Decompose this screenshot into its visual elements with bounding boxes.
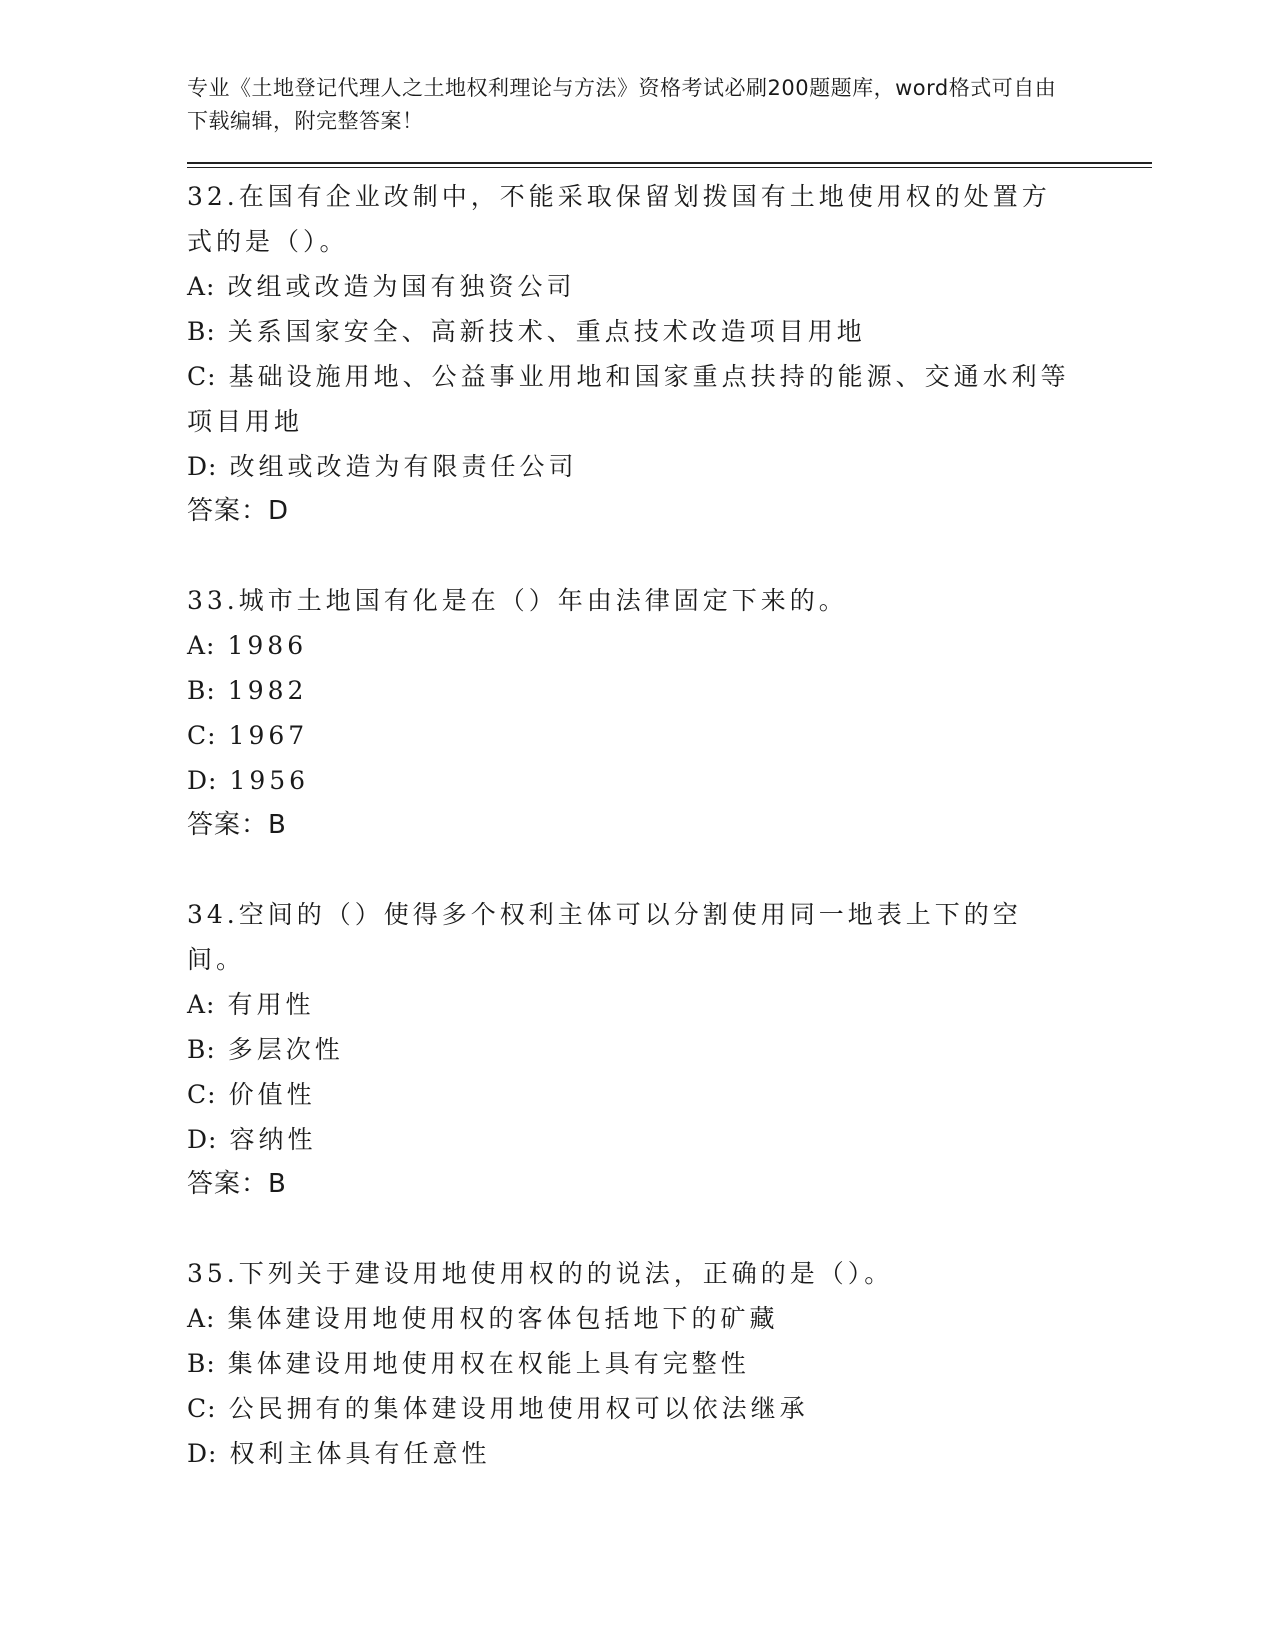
option-text: 价值性 (228, 1080, 316, 1109)
option-key: D: (187, 766, 218, 795)
answer-option (187, 309, 1072, 354)
answer-value: B (268, 1169, 287, 1199)
answer-option (187, 444, 1072, 489)
answer-option (187, 1027, 1072, 1072)
option-text: 1956 (229, 766, 310, 795)
answer-option (187, 623, 1072, 668)
option-text: 1986 (227, 631, 308, 660)
option-text: 集体建设用地使用权的客体包括地下的矿藏 (227, 1304, 779, 1333)
answer-label: 答案： (187, 810, 269, 840)
question-stem: 35.下列关于建设用地使用权的的说法，正确的是（）。 (187, 1259, 894, 1288)
answer-label: 答案： (187, 1169, 269, 1199)
answer-option (187, 758, 1072, 803)
option-text: 基础设施用地、公益事业用地和国家重点扶持的能源、交通水利等项目用地 (187, 362, 1070, 436)
answer-label: 答案： (187, 496, 269, 526)
answer-option (187, 982, 1072, 1027)
option-key: B: (187, 317, 216, 346)
option-key: C: (187, 721, 217, 750)
answer-line (187, 1162, 1152, 1207)
answer-line (187, 803, 1152, 848)
option-text: 1982 (227, 676, 308, 705)
option-key: A: (187, 990, 216, 1019)
question-stem: 33.城市土地国有化是在（）年由法律固定下来的。 (187, 586, 848, 615)
document-header: 专业《土地登记代理人之土地权利理论与方法》资格考试必刷200题题库，word格式可自由下载编辑，附完整答案！ (187, 76, 1057, 133)
option-key: A: (187, 272, 216, 301)
answer-option (187, 668, 1072, 713)
option-key: D: (187, 452, 218, 481)
rule-line-thick (187, 162, 1152, 164)
option-key: A: (187, 1304, 216, 1333)
option-key: B: (187, 1349, 216, 1378)
answer-line (187, 489, 1152, 534)
option-text: 1967 (228, 721, 309, 750)
answer-option (187, 1072, 1072, 1117)
question-stem: 34.空间的（）使得多个权利主体可以分割使用同一地表上下的空间。 (187, 900, 1022, 974)
option-text: 多层次性 (227, 1035, 344, 1064)
question-item (187, 1251, 1152, 1476)
option-text: 公民拥有的集体建设用地使用权可以依法继承 (228, 1394, 809, 1423)
answer-option (187, 713, 1072, 758)
header-double-rule (187, 162, 1152, 168)
option-key: B: (187, 1035, 216, 1064)
option-key: C: (187, 362, 217, 391)
document-page (187, 72, 1152, 1520)
option-key: D: (187, 1125, 218, 1154)
option-text: 集体建设用地使用权在权能上具有完整性 (227, 1349, 750, 1378)
answer-option (187, 1117, 1072, 1162)
option-text: 改组或改造为国有独资公司 (227, 272, 576, 301)
option-key: C: (187, 1394, 217, 1423)
option-text: 容纳性 (229, 1125, 317, 1154)
answer-option (187, 264, 1072, 309)
option-text: 有用性 (227, 990, 315, 1019)
answer-value: D (268, 496, 290, 526)
option-key: B: (187, 676, 216, 705)
question-item (187, 892, 1152, 1207)
question-stem: 32.在国有企业改制中，不能采取保留划拨国有土地使用权的处置方式的是（）。 (187, 182, 1051, 256)
option-text: 改组或改造为有限责任公司 (229, 452, 578, 481)
rule-line-thin (187, 167, 1152, 168)
option-text: 权利主体具有任意性 (229, 1439, 491, 1468)
answer-option (187, 1386, 1072, 1431)
question-list (187, 174, 1152, 1476)
question-item (187, 174, 1152, 534)
answer-option (187, 1431, 1072, 1476)
answer-option (187, 1341, 1072, 1386)
answer-option (187, 354, 1072, 444)
option-key: C: (187, 1080, 217, 1109)
option-key: D: (187, 1439, 218, 1468)
answer-value: B (268, 810, 287, 840)
answer-option (187, 1296, 1072, 1341)
option-text: 关系国家安全、高新技术、重点技术改造项目用地 (227, 317, 866, 346)
question-item (187, 578, 1152, 848)
option-key: A: (187, 631, 216, 660)
